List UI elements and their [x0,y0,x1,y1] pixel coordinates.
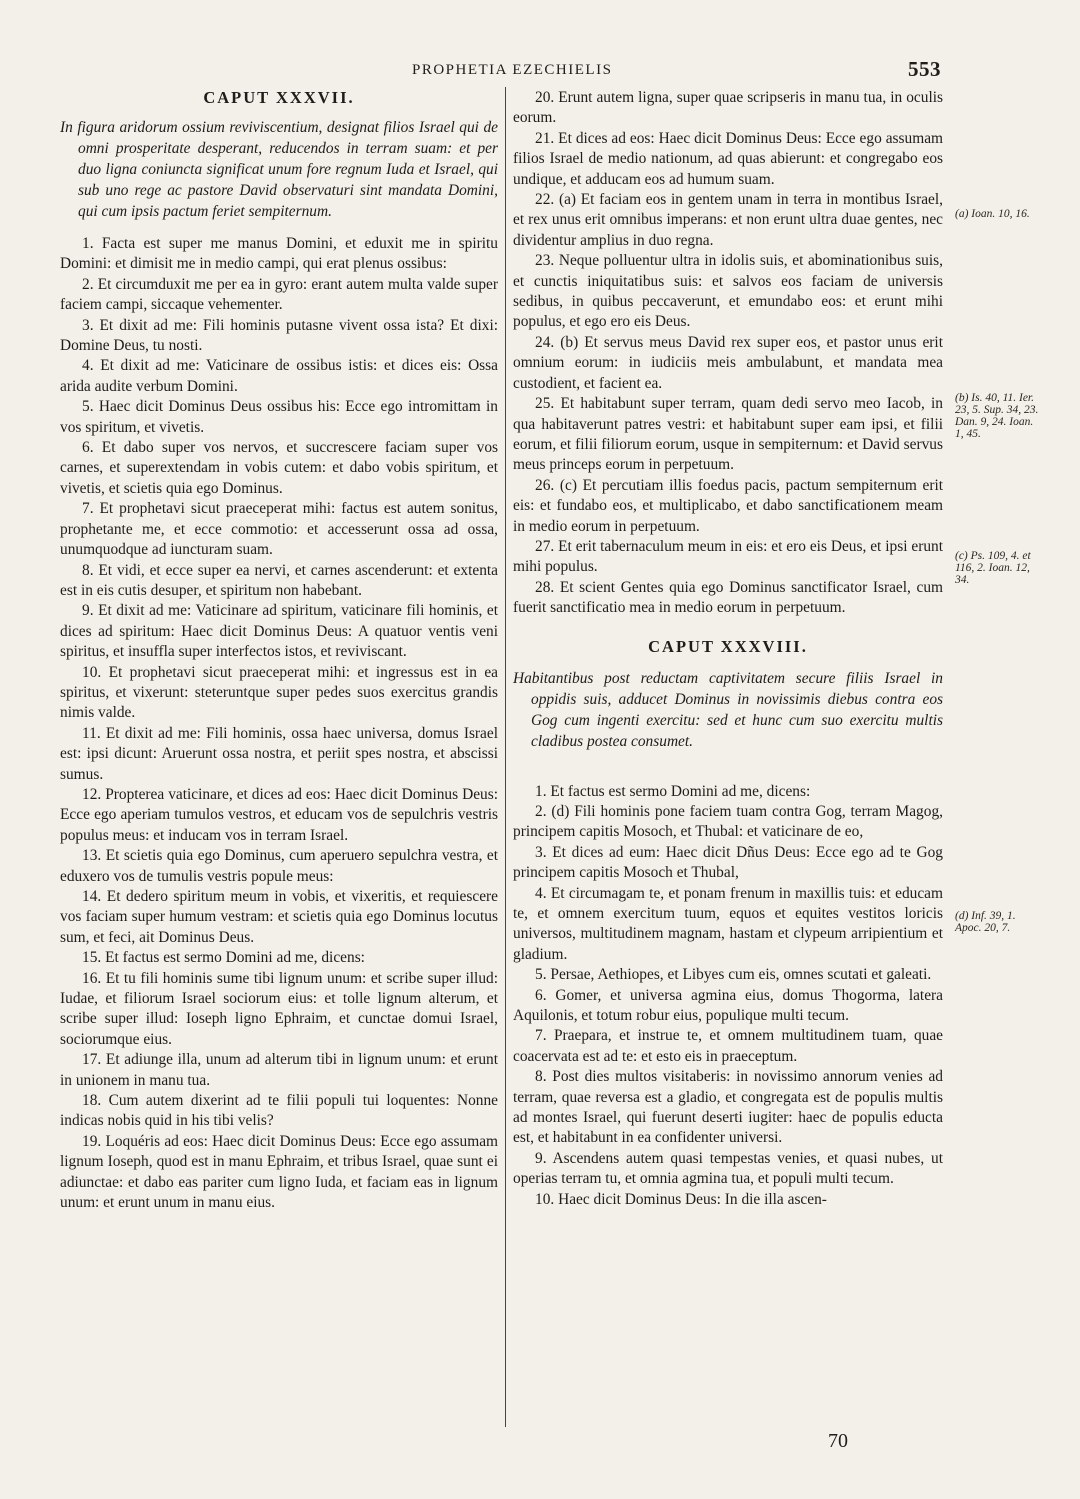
verse: 5. Persae, Aethiopes, et Libyes cum eis, omnes scutati et galeati. [535,966,932,984]
chapter-37-heading: CAPUT XXXVII. [203,88,355,107]
verse: 7. Praepara, et instrue te, et omnem multitudinem tuam, quae coacervata est ad te: et esto eis in praeceptum. [513,1027,943,1065]
verse: 12. Propterea vaticinare, et dices ad eos: Haec dicit Dominus Deus: Ecce ego aperiam tumulos vestros, et educam vos de sepulchris vestris populus meus: et inducam vos in terram Israel. [60,785,498,844]
chapter-37-summary: In figura aridorum ossium reviviscentium, designat filios Israel qui de omni prosperitate desperant, reducendos in terram suam: et per duo ligna coniuncta significat unum fore regnum Iuda et Israel, qui sub uno rege ac pastore David observaturi sint mandata Domini, qui cum ipsis pactum feriet sempiternum. [60,119,498,220]
verse: 25. Et habitabunt super terram, quam dedi servo meo Iacob, in qua habitaverunt patres vestri: et habitabunt super eam ipsi, et filii eorum, et filii filiorum eorum, usque in sempiternum: et David servus meus princeps eorum in perpetuum. [513,395,943,474]
verse: 6. Gomer, et universa agmina eius, domus Thogorma, latera Aquilonis, et totum robur eius, populique multi tecum. [513,986,943,1025]
verse: 2. Et circumduxit me per ea in gyro: erant autem multa valde super faciem campi, siccaque vehementer. [60,275,498,314]
verse: 14. Et dedero spiritum meum in vobis, et vixeritis, et requiescere vos faciam super humum vestram: et scietis quia ego Dominus locutus sum, et feci, ait Dominus Deus. [60,888,498,946]
verse: 4. Et dixit ad me: Vaticinare de ossibus istis: et dices eis: Ossa arida audite verbum Domini. [60,357,498,395]
verse: 18. Cum autem dixerint ad te filii populi tui loquentes: Nonne indicas nobis quid in his tibi velis? [60,1092,498,1130]
running-head [0,57,1080,84]
signature-mark: 70 [828,1430,848,1452]
verse: 24. (b) Et servus meus David rex super eos, et pastor unus erit omnium eorum: in iudiciis meis ambulabunt, et mandata mea custodient, et facient ea. [513,333,943,392]
verse: 9. Et dixit ad me: Vaticinare ad spiritum, vaticinare fili hominis, et dices ad spiritum: Haec dicit Dominus Deus: A quatuor ventis veni spiritus, et insuffla super interfectos istos, et reviviscant. [60,602,498,661]
verse: 23. Neque polluentur ultra in idolis suis, et abominationibus suis, et cunctis iniquitatibus suis: et salvos eos faciam de universis sedibus, in quibus peccaverunt, et emundabo eos: et erunt mihi populus, et ego ero eis Deus. [513,252,943,331]
chapter-38-heading: CAPUT XXXVIII. [648,636,808,656]
verse: 7. Et prophetavi sicut praeceperat mihi: factus est autem sonitus, prophetante me, et ecce commotio: et accesserunt ossa ad ossa, unumquodque ad iuncturam suam. [60,500,498,559]
chapter-38-summary: Habitantibus post reductam captivitatem secure filiis Israel in oppidis suis, adducet Dominus in novissimis diebus contra eos Gog cum ingenti exercitu: sed et hunc cum suo exercitu multis cladibus postea consumet. [513,669,943,750]
verse: 17. Et adiunge illa, unum ad alterum tibi in lignum unum: et erunt in unionem in manu tua. [60,1051,498,1089]
verse: 21. Et dices ad eos: Haec dicit Dominus Deus: Ecce ego assumam filios Israel de medio nationum, ad quas abierunt: et congregabo eos undique, et adducam eos ad humum suam. [513,129,943,188]
verse: 16. Et tu fili hominis sume tibi lignum unum: et scribe super illud: Iudae, et filiorum Israel sociorum eius: et tolle lignum alterum, et scribe super illud: Ioseph ligno Ephraim, et cunctae domui Israel, sociorumque eius. [60,969,498,1048]
verse: 6. Et dabo super vos nervos, et succrescere faciam super vos carnes, et superextendam in vobis cutem: et dabo vobis spiritum, et vivetis, et scietis quia ego Dominus. [60,439,498,497]
marginal-note-a: (a) Ioan. 10, 16. [955,208,1030,220]
verse: 3. Et dices ad eum: Haec dicit Dñus Deus: Ecce ego ad te Gog principem capitis Mosoch et Thubal, [513,843,943,882]
verse: 9. Ascendens autem quasi tempestas venies, et quasi nubes, ut operias terram tu, et omnia agmina tua, et populi multi tecum. [513,1149,943,1188]
verse: 2. (d) Fili hominis pone faciem tuam contra Gog, terram Magog, principem capitis Mosoch, et Thubal: et vaticinare de eo, [513,802,943,841]
column-divider [505,87,506,1427]
marginal-note-c: (c) Ps. 109, 4. et 116, 2. Ioan. 12, 34. [955,550,1031,586]
verse: 5. Haec dicit Dominus Deus ossibus his: Ecce ego intromittam in vos spiritum, et vivetis. [60,398,498,436]
verse: 20. Erunt autem ligna, super quae scripseris in manu tua, in oculis eorum. [513,89,943,127]
verse: 1. Et factus est sermo Domini ad me, dicens: [535,782,811,800]
verse: 19. Loquéris ad eos: Haec dicit Dominus Deus: Ecce ego assumam lignum Ioseph, quod est in manu Ephraim, et tribus Israel, quae sunt ei adiunctae: et dabo eas pariter cum ligno Iuda, et faciam eas in lignum unum: et erunt unum in manu eius. [60,1132,498,1212]
verse: 28. Et scient Gentes quia ego Dominus sanctificator Israel, cum fuerit sanctificatio mea in medio eorum in perpetuum. [513,578,943,617]
verse: 10. Haec dicit Dominus Deus: In die illa ascen- [535,1190,827,1208]
left-column [60,88,498,1214]
page-number: 553 [908,57,941,81]
verse: 22. (a) Et faciam eos in gentem unam in terra in montibus Israel, et rex unus erit omnibus imperans: et non erunt ultra duae gentes, nec dividentur amplius in duo regna. [513,191,943,249]
verse: 15. Et factus est sermo Domini ad me, dicens: [82,949,365,967]
marginal-note-b: (b) Is. 40, 11. Ier. 23, 5. Sup. 34, 23. Dan. 9, 24. Ioan. 1, 45. [955,392,1039,440]
running-title: PROPHETIA EZECHIELIS [412,62,613,78]
verse: 8. Post dies multos visitaberis: in novissimo annorum venies ad terram, quae reversa est a gladio, et congregata est de populis multis ad montes Israel, qui fuerunt deserti iugiter: haec de populis educta est, et habitabunt in ea confidenter universi. [513,1068,943,1147]
verse: 11. Et dixit ad me: Fili hominis, ossa haec universa, domus Israel est: ipsi dicunt: Aruerunt ossa nostra, et periit spes nostra, et abscissi sumus. [60,724,498,783]
verse: 13. Et scietis quia ego Dominus, cum aperuero sepulchra vestra, et eduxero vos de tumulis vestris popule meus: [60,847,498,885]
right-column [513,88,943,1210]
verse: 26. (c) Et percutiam illis foedus pacis, pactum sempiternum erit eis: et fundabo eos, et multiplicabo, et dabo sanctificationem meam in medio eorum in perpetuum. [513,476,943,535]
marginal-note-d: (d) Inf. 39, 1. Apoc. 20, 7. [955,910,1016,934]
verse: 3. Et dixit ad me: Fili hominis putasne vivent ossa ista? Et dixi: Domine Deus, tu nosti. [60,316,498,355]
verse: 4. Et circumagam te, et ponam frenum in maxillis tuis: et educam te, et omnem exercitum tuum, equos et equites vestitos loricis universos, multitudinem magnam, hastam et clypeum arripientium et gladium. [513,884,943,963]
verse: 27. Et erit tabernaculum meum in eis: et ero eis Deus, et ipsi erunt mihi populus. [513,537,943,576]
verse: 1. Facta est super me manus Domini, et eduxit me in spiritu Domini: et dimisit me in medio campi, qui erat plenus ossibus: [60,235,498,273]
verse: 8. Et vidi, et ecce super ea nervi, et carnes ascenderunt: et extenta est in eis cutis desuper, et spiritum non habebant. [60,561,498,599]
verse: 10. Et prophetavi sicut praeceperat mihi: et ingressus est in ea spiritus, et vixerunt: steteruntque super pedes suos exercitus grandis nimis valde. [60,663,498,722]
